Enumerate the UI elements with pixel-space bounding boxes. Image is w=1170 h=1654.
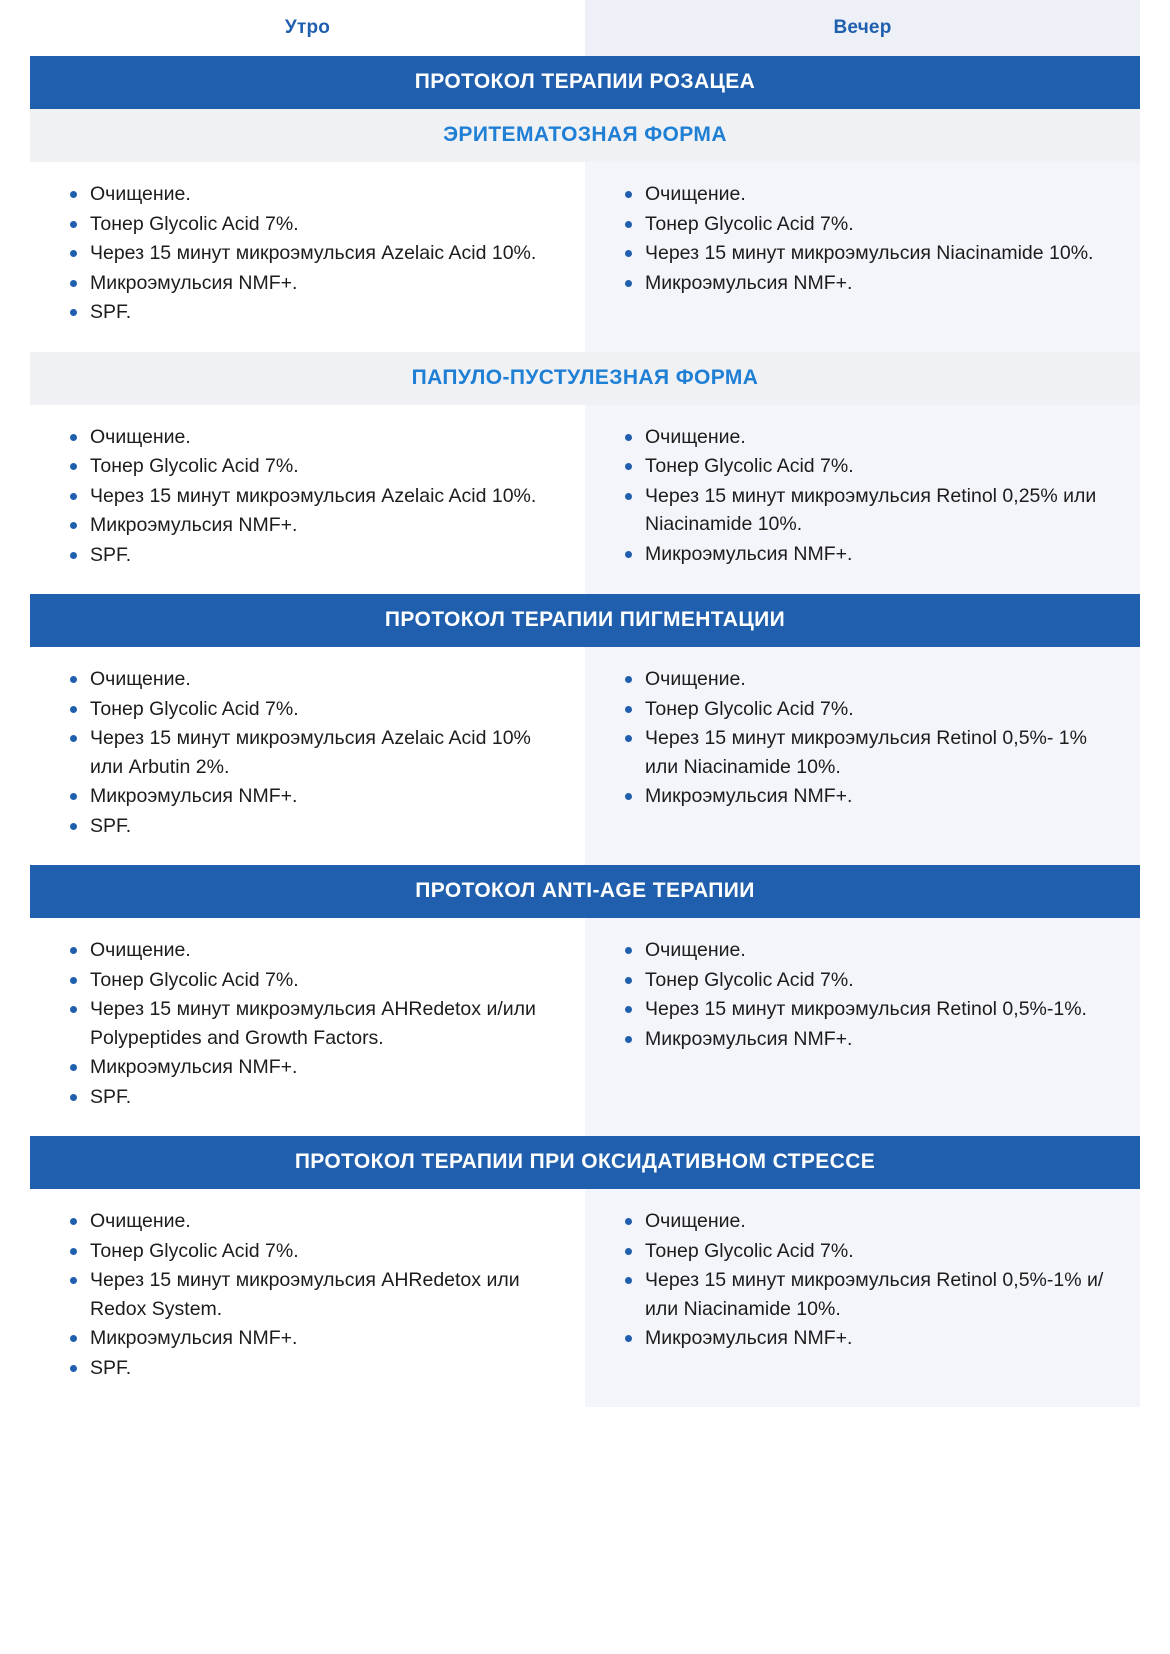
step-item: Микроэмульсия NMF+. [619,269,1106,298]
column-header-evening: Вечер [585,0,1140,56]
step-item: Микроэмульсия NMF+. [619,782,1106,811]
step-item: Тонер Glycolic Acid 7%. [64,210,551,239]
protocol-cell-morning [30,647,585,865]
section-banner: ПРОТОКОЛ ТЕРАПИИ РОЗАЦЕА [30,56,1140,109]
section-banner: ПРОТОКОЛ ТЕРАПИИ ПРИ ОКСИДАТИВНОМ СТРЕССЕ [30,1136,1140,1189]
step-item: Через 15 минут микроэмульсия Azelaic Acid 10% или Arbutin 2%. [64,724,551,781]
step-item: SPF. [64,1083,551,1112]
step-item: Через 15 минут микроэмульсия Retinol 0,25% или Niacinamide 10%. [619,482,1106,539]
step-item: Очищение. [64,423,551,452]
step-list-evening [619,180,1106,297]
step-item: SPF. [64,298,551,327]
step-item: Тонер Glycolic Acid 7%. [619,452,1106,481]
protocol-row [30,1189,1140,1407]
column-header-morning: Утро [284,17,331,38]
step-list-morning [64,423,551,570]
step-item: Очищение. [64,936,551,965]
step-item: Тонер Glycolic Acid 7%. [619,695,1106,724]
step-list-evening [619,936,1106,1053]
step-item: Очищение. [64,180,551,209]
step-list-evening [619,665,1106,811]
protocol-row [30,647,1140,865]
sections-container [30,56,1140,1407]
step-item: Тонер Glycolic Acid 7%. [64,1237,551,1266]
step-list-evening [619,1207,1106,1353]
step-item: SPF. [64,1354,551,1383]
step-item: Очищение. [619,180,1106,209]
protocol-sheet [30,0,1140,1587]
step-item: Через 15 минут микроэмульсия AHRedetox и/или Polypeptides and Growth Factors. [64,995,551,1052]
protocol-row [30,405,1140,595]
step-list-morning [64,180,551,327]
step-item: Микроэмульсия NMF+. [619,1324,1106,1353]
step-item: Очищение. [619,1207,1106,1236]
protocol-cell-evening [585,1189,1140,1407]
step-item: Микроэмульсия NMF+. [619,1025,1106,1054]
step-item: SPF. [64,812,551,841]
step-item: Через 15 минут микроэмульсия Niacinamide 10%. [619,239,1106,268]
page-bottom-spacer [30,1407,1140,1587]
step-list-evening [619,423,1106,569]
step-item: Микроэмульсия NMF+. [64,1053,551,1082]
step-list-morning [64,665,551,840]
step-item: Через 15 минут микроэмульсия Retinol 0,5%- 1% или Niacinamide 10%. [619,724,1106,781]
step-item: Тонер Glycolic Acid 7%. [619,1237,1106,1266]
step-item: Очищение. [619,665,1106,694]
step-item: Очищение. [619,423,1106,452]
subsection-banner: ЭРИТЕМАТОЗНАЯ ФОРМА [30,109,1140,162]
column-headers [30,0,1140,56]
protocol-cell-morning [30,1189,585,1407]
subsection-banner: ПАПУЛО-ПУСТУЛЕЗНАЯ ФОРМА [30,352,1140,405]
protocol-cell-evening [585,647,1140,865]
step-item: Очищение. [64,665,551,694]
step-item: Через 15 минут микроэмульсия Azelaic Acid 10%. [64,482,551,511]
step-item: Очищение. [64,1207,551,1236]
step-item: Микроэмульсия NMF+. [64,269,551,298]
step-item: Микроэмульсия NMF+. [64,782,551,811]
protocol-row [30,162,1140,352]
protocol-cell-evening [585,162,1140,352]
section-banner: ПРОТОКОЛ ТЕРАПИИ ПИГМЕНТАЦИИ [30,594,1140,647]
step-item: Тонер Glycolic Acid 7%. [619,966,1106,995]
step-item: Тонер Glycolic Acid 7%. [64,452,551,481]
step-item: Через 15 минут микроэмульсия AHRedetox или Redox System. [64,1266,551,1323]
step-item: SPF. [64,541,551,570]
protocol-cell-morning [30,162,585,352]
step-item: Микроэмульсия NMF+. [64,1324,551,1353]
step-list-morning [64,936,551,1111]
protocol-row [30,918,1140,1136]
step-item: Тонер Glycolic Acid 7%. [619,210,1106,239]
section-banner: ПРОТОКОЛ ANTI-AGE ТЕРАПИИ [30,865,1140,918]
step-item: Микроэмульсия NMF+. [64,511,551,540]
protocol-cell-morning [30,405,585,595]
protocol-cell-evening [585,405,1140,595]
protocol-cell-morning [30,918,585,1136]
step-item: Тонер Glycolic Acid 7%. [64,695,551,724]
protocol-cell-evening [585,918,1140,1136]
step-item: Микроэмульсия NMF+. [619,540,1106,569]
step-item: Через 15 минут микроэмульсия Retinol 0,5%-1% и/или Niacinamide 10%. [619,1266,1106,1323]
step-item: Через 15 минут микроэмульсия Azelaic Acid 10%. [64,239,551,268]
step-item: Очищение. [619,936,1106,965]
step-list-morning [64,1207,551,1382]
step-item: Через 15 минут микроэмульсия Retinol 0,5%-1%. [619,995,1106,1024]
step-item: Тонер Glycolic Acid 7%. [64,966,551,995]
